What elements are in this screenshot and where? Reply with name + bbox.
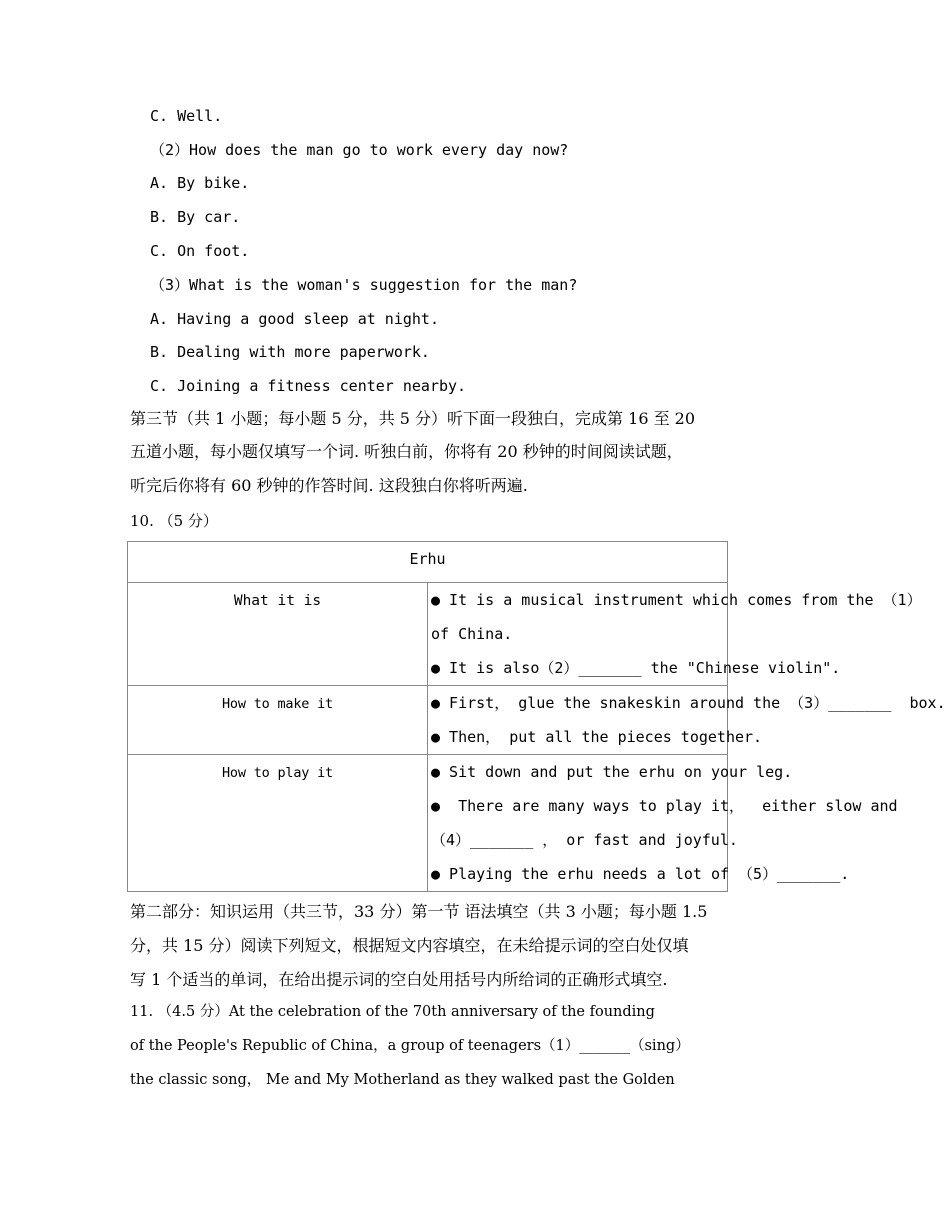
q2-option-b: B. By car. (150, 208, 241, 226)
erhu-table (127, 541, 946, 892)
q3-option-c: C. Joining a fitness center nearby. (150, 377, 467, 395)
question-11-line2: of the People's Republic of China，a group of teenagers（1）_______（sing） (130, 1038, 690, 1054)
bullet-line: of China. (431, 625, 513, 643)
row-content-how-to-play-it (428, 755, 898, 892)
bullet-line: ● Sit down and put the erhu on your leg. (431, 763, 793, 781)
bullet-line: ● It is also（2）_______ the "Chinese violin". (431, 659, 841, 677)
section3-instructions-line1: 第三节（共 1 小题；每小题 5 分，共 5 分）听下面一段独白，完成第 16 至 20 (130, 409, 696, 428)
question-11-line3: the classic song， Me and My Motherland as they walked past the Golden (130, 1072, 675, 1088)
table-row (128, 755, 728, 892)
row-content-what-it-is (428, 583, 922, 686)
table-row (128, 583, 728, 686)
part2-instructions-line1: 第二部分：知识运用（共三节，33 分）第一节 语法填空（共 3 小题；每小题 1.5 (130, 902, 708, 921)
q3-option-b: B. Dealing with more paperwork. (150, 343, 430, 361)
row-label-how-to-play-it: How to play it (128, 755, 428, 892)
part2-instructions-line2: 分，共 15 分）阅读下列短文，根据短文内容填空，在未给提示词的空白处仅填 (130, 936, 689, 955)
bullet-line: ● It is a musical instrument which comes from the （1） (431, 591, 922, 609)
q2-stem: （2）How does the man go to work every day now? (150, 141, 569, 159)
q3-option-a: A. Having a good sleep at night. (150, 310, 439, 328)
section3-instructions-line2: 五道小题，每小题仅填写一个词. 听独白前，你将有 20 秒钟的时间阅读试题， (130, 442, 683, 461)
bullet-line: ● Playing the erhu needs a lot of （5）_______. (431, 865, 850, 883)
q3-stem: （3）What is the woman's suggestion for the man? (150, 276, 578, 294)
row-content-how-to-make-it (428, 686, 946, 755)
bullet-line: ● Then， put all the pieces together. (431, 728, 763, 746)
q2-option-c: C. On foot. (150, 242, 250, 260)
bullet-line: （4）_______ ， or fast and joyful. (431, 831, 738, 849)
question-10-number: 10. （5 分） (130, 512, 218, 530)
erhu-table-title: Erhu (128, 542, 728, 583)
row-label-how-to-make-it: How to make it (128, 686, 428, 755)
bullet-line: ● There are many ways to play it， either slow and (431, 797, 898, 815)
q1-option-c: C. Well. (150, 107, 223, 125)
q2-option-a: A. By bike. (150, 174, 250, 192)
bullet-line: ● First， glue the snakeskin around the （3）_______ box. (431, 694, 946, 712)
question-11-line1: 11. （4.5 分）At the celebration of the 70th anniversary of the founding (130, 1004, 655, 1020)
row-label-what-it-is: What it is (128, 583, 428, 686)
part2-instructions-line3: 写 1 个适当的单词，在给出提示词的空白处用括号内所给词的正确形式填空. (130, 970, 668, 989)
table-row (128, 686, 728, 755)
section3-instructions-line3: 听完后你将有 60 秒钟的作答时间. 这段独白你将听两遍. (130, 476, 528, 495)
